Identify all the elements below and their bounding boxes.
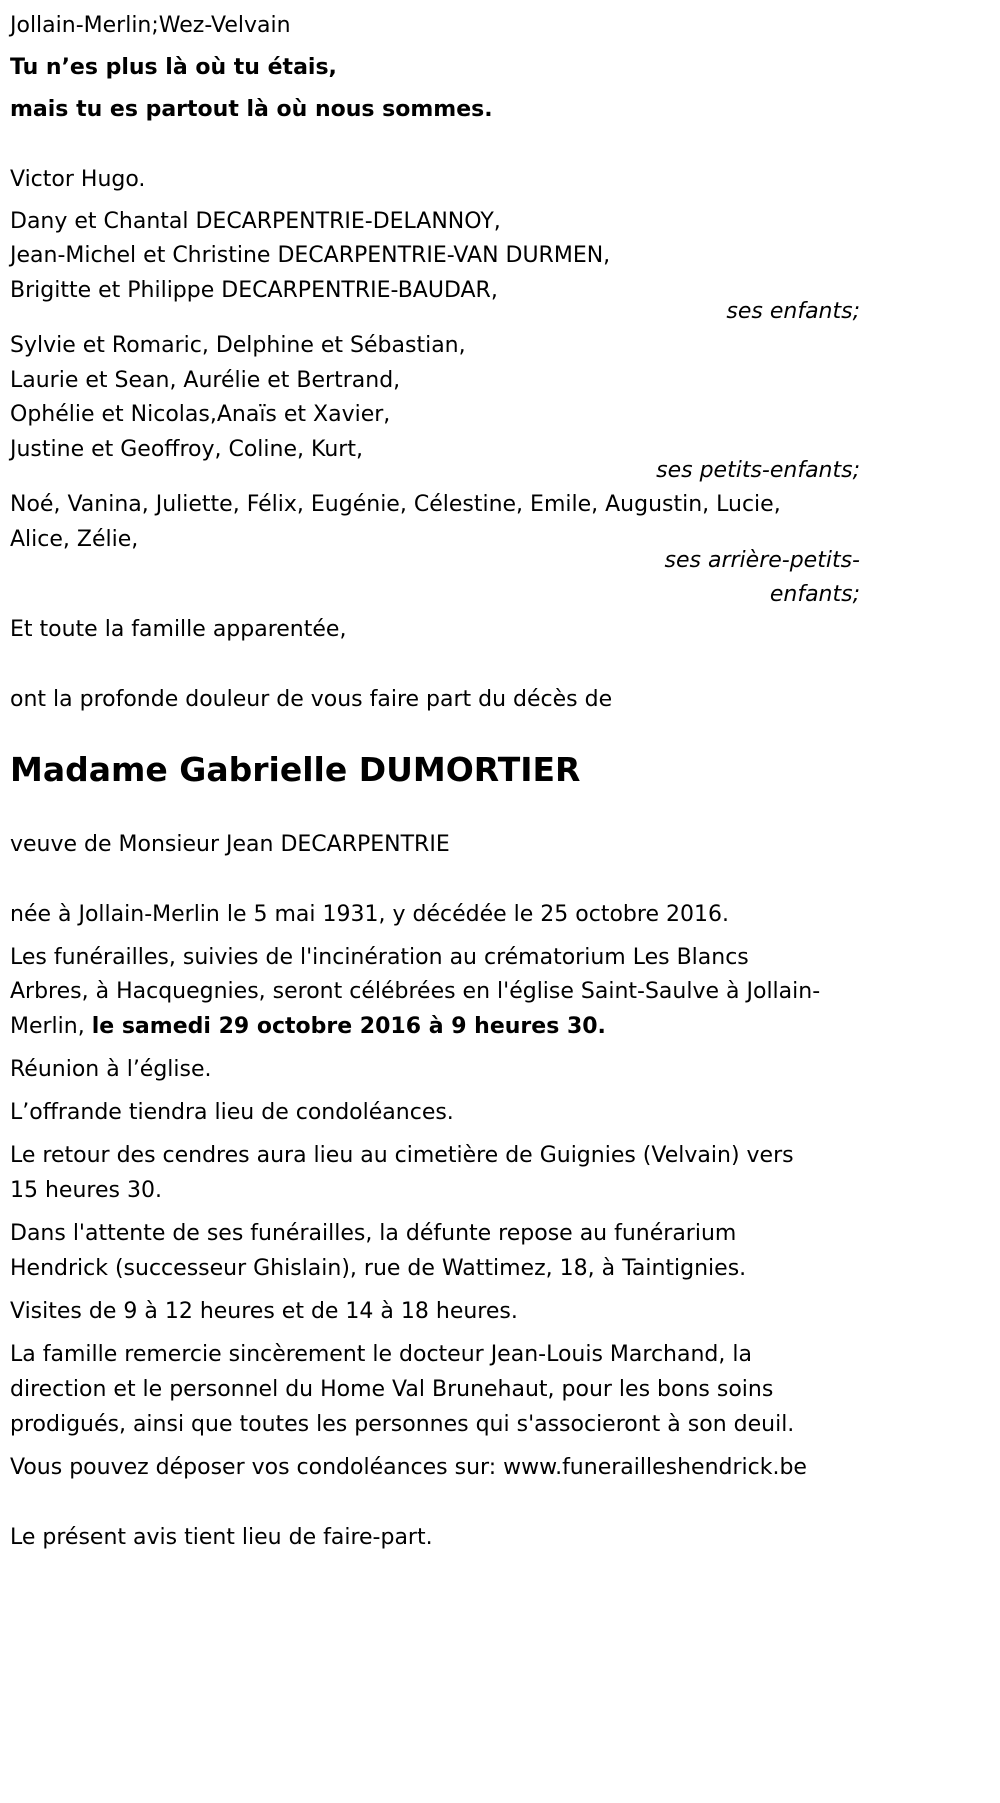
grandchild-name: Sylvie et Romaric, Delphine et Sébastian, <box>10 333 466 358</box>
child-name: Dany et Chantal DECARPENTRIE-DELANNOY, <box>10 209 501 234</box>
repose-line: Hendrick (successeur Ghislain), rue de Wattimez, 18, à Taintignies. <box>10 1256 747 1281</box>
funeral-date: le samedi 29 octobre 2016 à 9 heures 30. <box>91 1014 606 1039</box>
visites-line: Visites de 9 à 12 heures et de 14 à 18 heures. <box>10 1299 518 1324</box>
reunion-line: Réunion à l’église. <box>10 1057 212 1082</box>
announcement-line: ont la profonde douleur de vous faire part du décès de <box>10 687 613 712</box>
quote-line-1: Tu n’es plus là où tu étais, <box>10 55 337 80</box>
birth-death-line: née à Jollain-Merlin le 5 mai 1931, y décédée le 25 octobre 2016. <box>10 902 729 927</box>
great-grandchildren-role: enfants; <box>769 582 860 607</box>
funeral-place: Merlin, <box>10 1014 92 1039</box>
funeral-line: Arbres, à Hacquegnies, seront célébrées en l'église Saint-Saulve à Jollain- <box>10 979 821 1004</box>
faire-part-line: Le présent avis tient lieu de faire-part. <box>10 1525 433 1550</box>
spouse-line: veuve de Monsieur Jean DECARPENTRIE <box>10 832 450 857</box>
grandchildren-role: ses petits-enfants; <box>656 458 860 483</box>
condoleances-line: Vous pouvez déposer vos condoléances sur: www.funerailleshendrick.be <box>10 1455 807 1480</box>
remerciements-line: prodigués, ainsi que toutes les personnes qui s'associeront à son deuil. <box>10 1412 795 1437</box>
grandchild-name: Laurie et Sean, Aurélie et Bertrand, <box>10 368 401 393</box>
location-line: Jollain-Merlin;Wez-Velvain <box>10 13 291 38</box>
remerciements-line: La famille remercie sincèrement le docteur Jean-Louis Marchand, la <box>10 1342 752 1367</box>
remerciements-line: direction et le personnel du Home Val Brunehaut, pour les bons soins <box>10 1377 774 1402</box>
grandchild-name: Justine et Geoffroy, Coline, Kurt, <box>10 437 363 462</box>
funeral-line <box>10 1013 606 1041</box>
grandchild-name: Ophélie et Nicolas,Anaïs et Xavier, <box>10 402 391 427</box>
great-grandchild-names: Noé, Vanina, Juliette, Félix, Eugénie, Célestine, Emile, Augustin, Lucie, <box>10 492 781 517</box>
great-grandchildren-role: ses arrière-petits- <box>664 548 860 573</box>
retour-line: 15 heures 30. <box>10 1178 162 1203</box>
offrande-line: L’offrande tiendra lieu de condoléances. <box>10 1100 454 1125</box>
funeral-line: Les funérailles, suivies de l'incinération au crématorium Les Blancs <box>10 945 749 970</box>
child-name: Brigitte et Philippe DECARPENTRIE-BAUDAR, <box>10 278 498 303</box>
quote-line-2: mais tu es partout là où nous sommes. <box>10 97 493 122</box>
quote-author: Victor Hugo. <box>10 167 146 192</box>
deceased-name: Madame Gabrielle DUMORTIER <box>10 750 581 789</box>
retour-line: Le retour des cendres aura lieu au cimetière de Guignies (Velvain) vers <box>10 1143 794 1168</box>
child-name: Jean-Michel et Christine DECARPENTRIE-VAN DURMEN, <box>10 243 611 268</box>
great-grandchild-names: Alice, Zélie, <box>10 527 139 552</box>
repose-line: Dans l'attente de ses funérailles, la défunte repose au funérarium <box>10 1221 737 1246</box>
family-line: Et toute la famille apparentée, <box>10 617 347 642</box>
children-role: ses enfants; <box>726 299 860 324</box>
